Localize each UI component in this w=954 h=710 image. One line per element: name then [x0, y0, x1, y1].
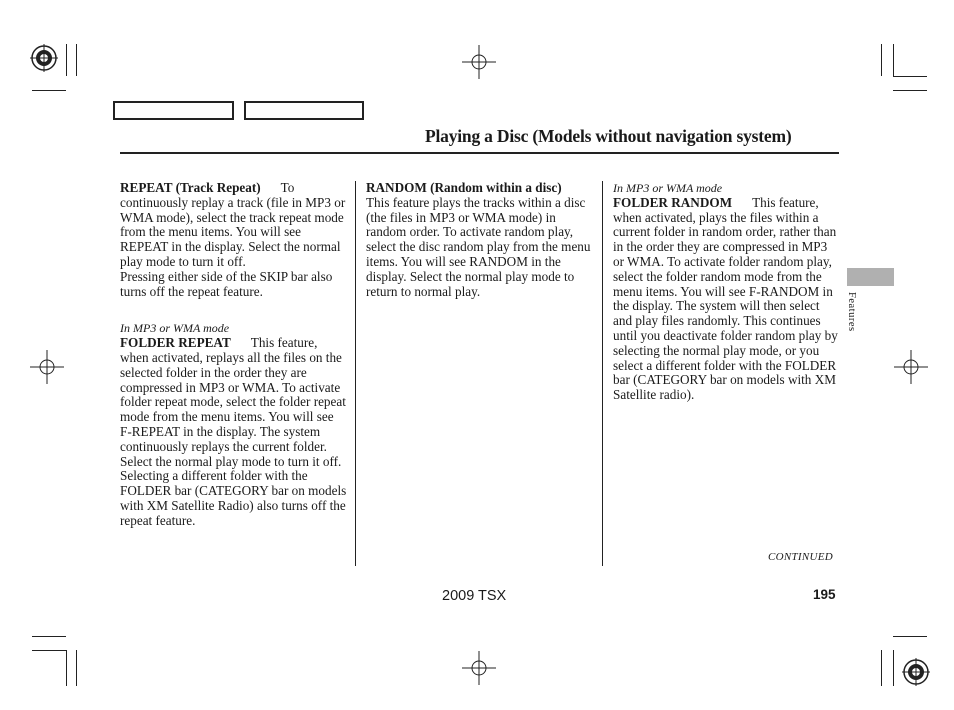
skip-paragraph: Pressing either side of the SKIP bar also turns off the repeat feature. — [120, 268, 333, 299]
folder-repeat-paragraph — [120, 336, 348, 528]
crosshair-icon — [30, 350, 64, 384]
crosshair-icon — [462, 45, 496, 79]
random-paragraph — [366, 181, 596, 299]
repeat-heading: REPEAT (Track Repeat) — [120, 180, 261, 195]
registration-mark-icon — [30, 44, 58, 72]
column-right — [613, 181, 839, 403]
column-left — [120, 181, 348, 529]
column-divider — [602, 181, 603, 566]
footer-model: 2009 TSX — [442, 588, 507, 604]
page-title: Playing a Disc (Models without navigation system) — [425, 126, 792, 146]
header-tab-box — [113, 101, 234, 120]
folder-random-heading: FOLDER RANDOM — [613, 194, 733, 210]
page-number: 195 — [813, 587, 836, 602]
registration-mark-icon — [902, 658, 930, 686]
folder-repeat-heading: FOLDER REPEAT — [120, 335, 231, 351]
continued-label: CONTINUED — [768, 551, 834, 563]
random-heading: RANDOM (Random within a disc) — [366, 180, 562, 195]
folder-repeat-text: This feature, when activated, replays all the files on the selected folder in the order they are compressed in MP3 or WMA. To activate folder repeat mode, select the folder repeat mode from the menu items. You will see F-REPEAT in the display. The system continuously replays the current folder. Select the normal play mode to turn it off. Selecting a different folder with the FOLDER bar (CATEGORY bar on models with XM Satellite Radio) also turns off the repeat feature. — [120, 335, 347, 528]
random-text: This feature plays the tracks within a disc (the files in MP3 or WMA mode) in random order. To activate random play, select the disc random play from the menu items. You will see RANDOM in the display. Select the normal play mode to return to normal play. — [366, 194, 591, 299]
mode-note: In MP3 or WMA mode — [613, 181, 723, 195]
title-rule — [120, 152, 839, 154]
column-divider — [355, 181, 356, 566]
header-tab-box — [244, 101, 364, 120]
folder-random-text: This feature, when activated, plays the files within a current folder in random order, rather than in the order they are compressed in MP3 or WMA. To activate folder random play, select the folder random mode from the menu items. You will see F-RANDOM in the display. The system will then select and play files randomly. This continues until you deactivate folder random play by selecting the normal play mode, or you select a different folder with the FOLDER bar (CATEGORY bar on models with XM Satellite radio). — [613, 194, 838, 403]
repeat-paragraph — [120, 181, 348, 270]
mode-note: In MP3 or WMA mode — [120, 321, 230, 336]
crosshair-icon — [462, 651, 496, 685]
section-tab-marker — [847, 268, 894, 286]
crosshair-icon — [894, 350, 928, 384]
section-tab-label: Features — [846, 292, 857, 332]
folder-random-paragraph — [613, 196, 839, 403]
repeat-text: To continuously replay a track (file in MP3 or WMA mode), select the track repeat mode from the menu items. You will see REPEAT in the display. Select the normal play mode to turn it off. — [120, 180, 346, 269]
column-middle — [366, 181, 596, 299]
